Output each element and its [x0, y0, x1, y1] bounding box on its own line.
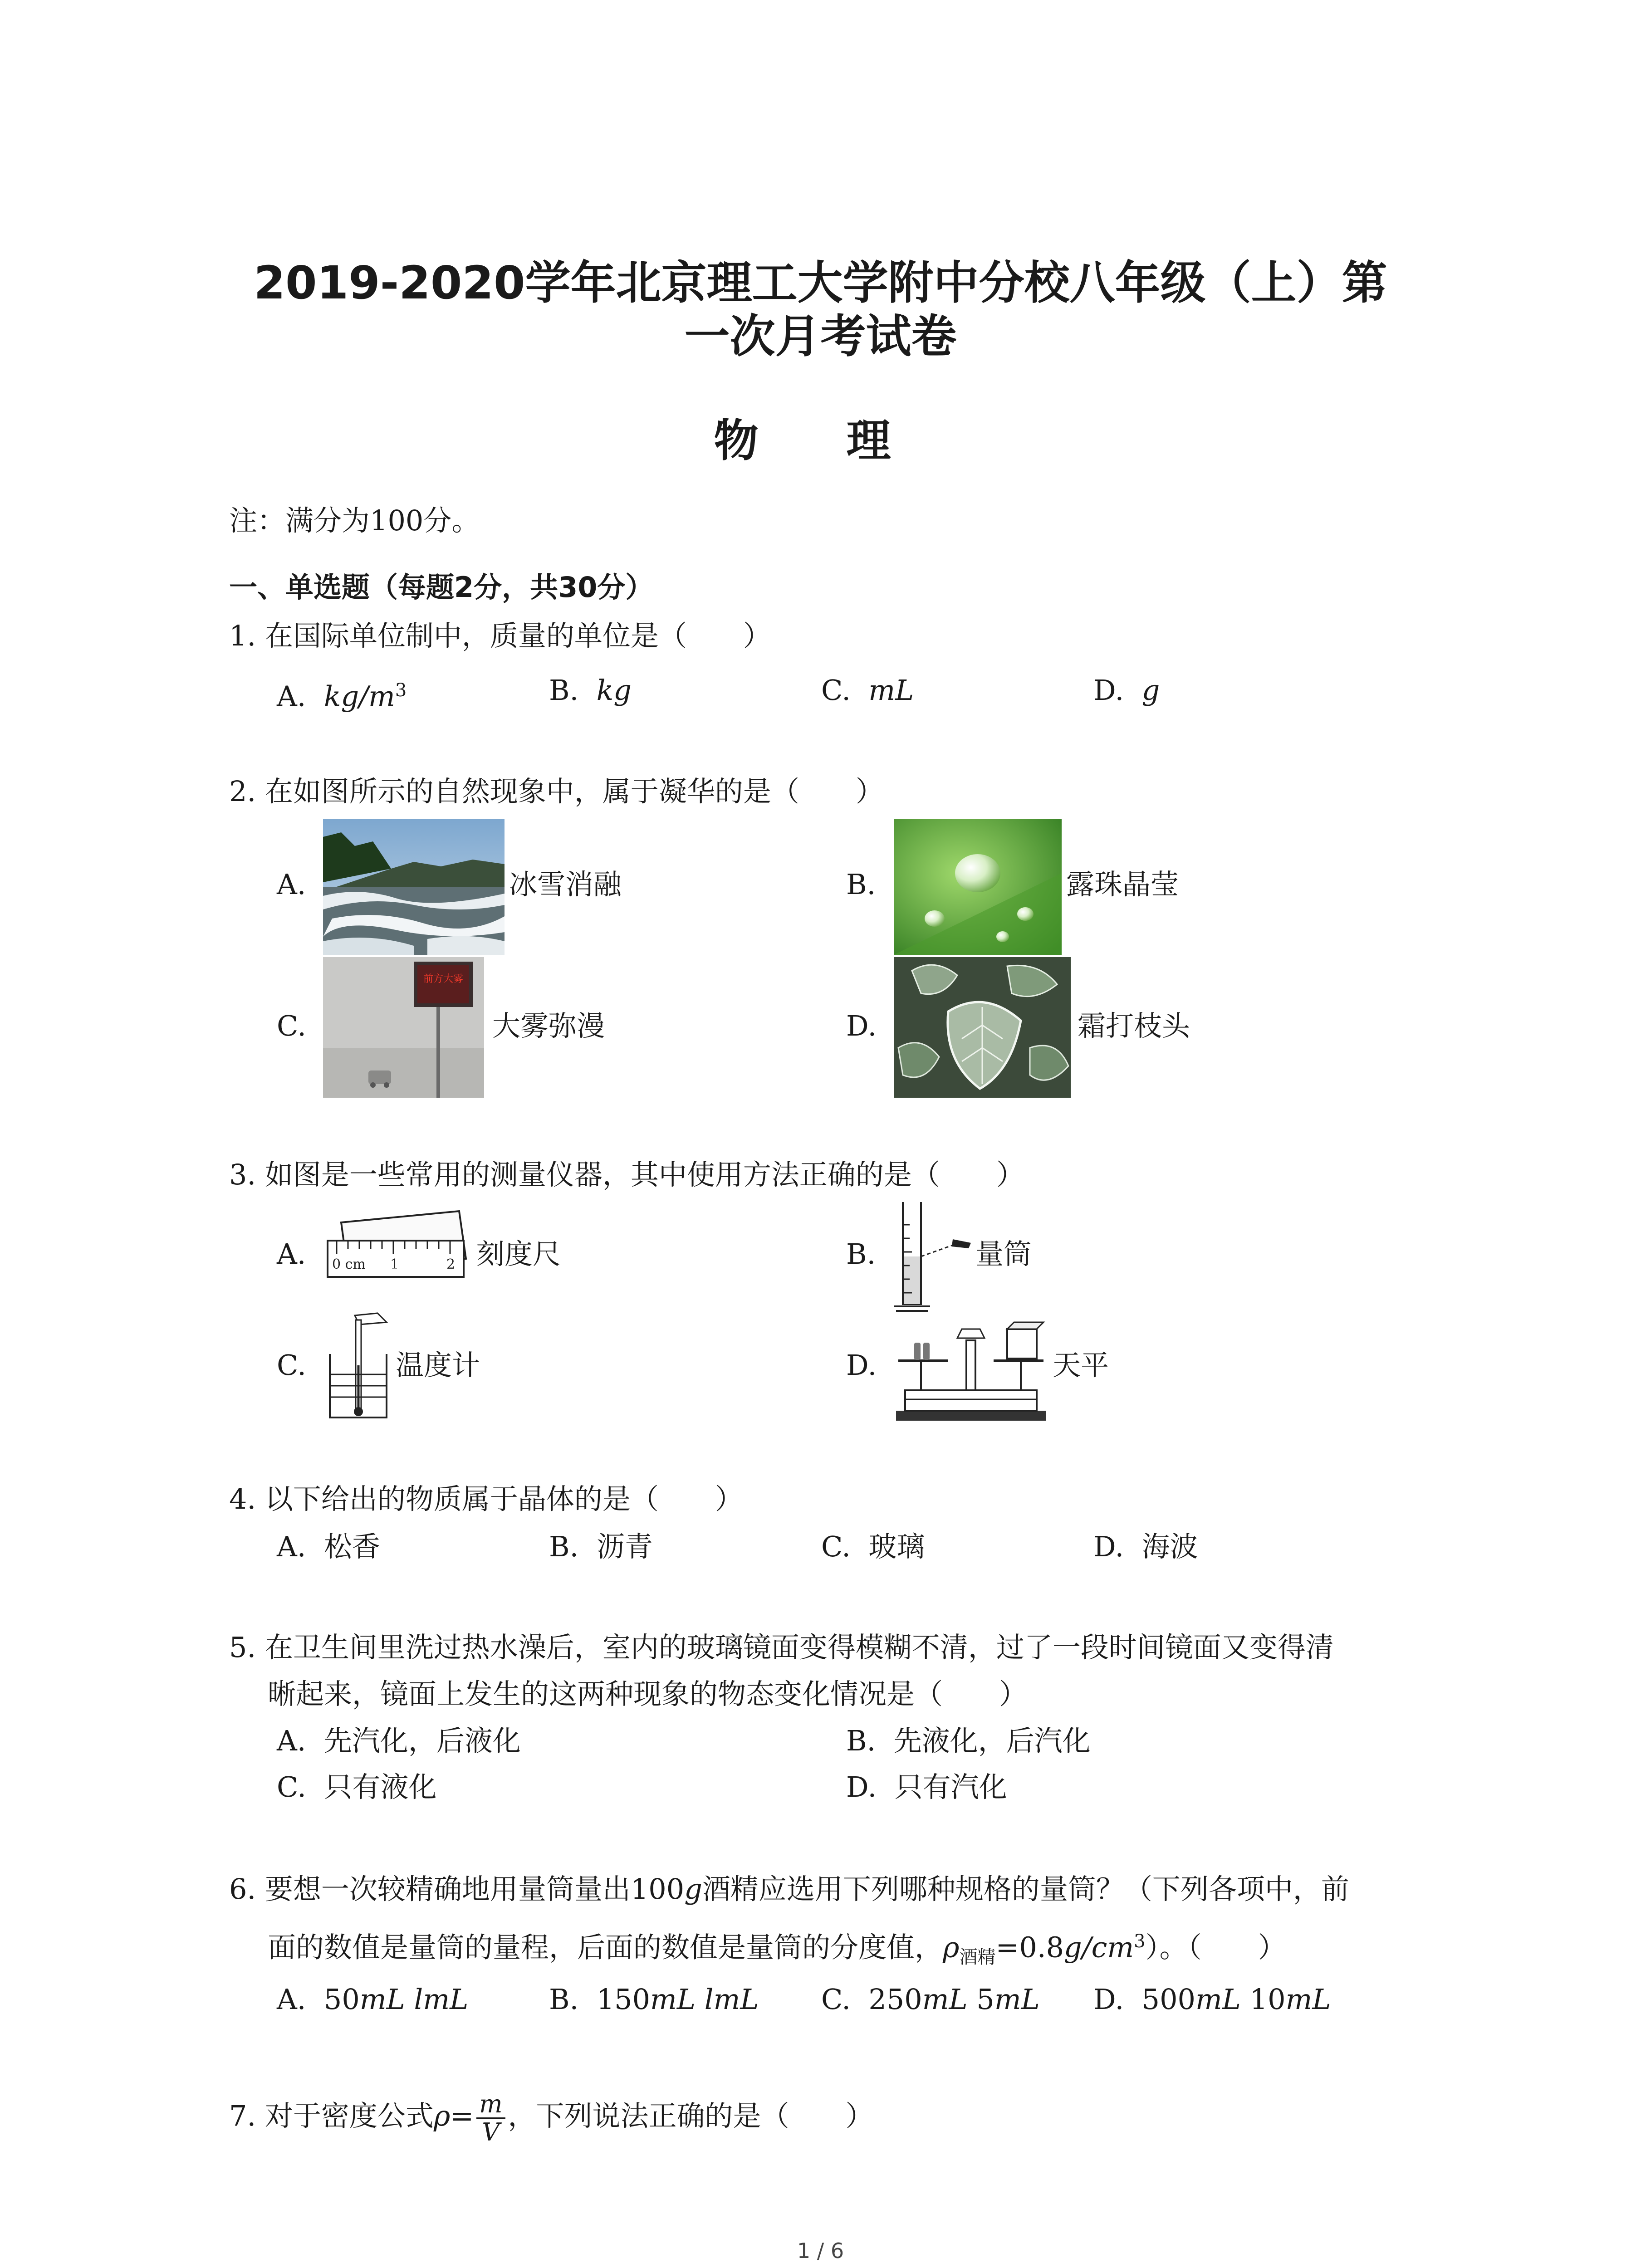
- ruler-tick-0: 0 cm: [332, 1256, 366, 1272]
- ruler-diagram: [323, 1209, 473, 1290]
- thermometer-beaker-diagram: [323, 1311, 396, 1420]
- ruler-tick-2: 2: [446, 1256, 456, 1272]
- subject-title: 物 理: [714, 415, 927, 467]
- q2-option-b-label: B.: [846, 868, 876, 901]
- q1-option-d: D. g: [1093, 674, 1160, 707]
- question-5-stem-line2: 晰起来，镜面上发生的这两种现象的物态变化情况是（ ）: [268, 1677, 1028, 1711]
- q6-option-c: C. 250mL 5mL: [821, 1983, 1040, 2016]
- question-7-stem: 7. 对于密度公式ρ= $\frac{m}{V}$ ，下列说法正确的是（ ）: [229, 2089, 874, 2146]
- q4-option-b: B. 沥青: [549, 1530, 653, 1563]
- q1-option-b: B. kg: [549, 674, 632, 707]
- q2-option-a-label: A.: [277, 868, 306, 901]
- question-6-stem-line2: 面的数值是量筒的量程，后面的数值是量筒的分度值，$\rho_{酒精}=0.8g/cm^3$）。（ ）: [268, 1931, 1286, 1968]
- q2-option-a-text: 冰雪消融: [509, 868, 622, 901]
- q3-option-d-label: D.: [846, 1349, 877, 1382]
- page-number: 1 / 6: [797, 2239, 844, 2263]
- ruler-tick-1: 1: [390, 1256, 399, 1272]
- q2-option-d-text: 霜打枝头: [1078, 1009, 1190, 1042]
- q3-option-d-text: 天平: [1053, 1349, 1109, 1382]
- score-note: 注：满分为100分。: [229, 504, 480, 537]
- q4-option-a: A. 松香: [277, 1530, 380, 1563]
- q4-option-c: C. 玻璃: [821, 1530, 925, 1563]
- q6-option-a: A. 50mL lmL: [277, 1983, 469, 2016]
- balance-scale-diagram: [894, 1318, 1048, 1422]
- q5-option-c: C. 只有液化: [277, 1770, 437, 1804]
- q5-option-a: A. 先汽化，后液化: [277, 1724, 521, 1757]
- q3-option-a-text: 刻度尺: [476, 1237, 561, 1271]
- q4-option-d: D. 海波: [1093, 1530, 1198, 1563]
- q2-option-c-label: C.: [277, 1009, 306, 1042]
- question-6-stem-line1: 6. 要想一次较精确地用量筒量出100g酒精应选用下列哪种规格的量筒？（下列各项中，前: [229, 1872, 1349, 1906]
- q1-option-c: C. mL: [821, 674, 914, 707]
- q6-option-d: D. 500mL 10mL: [1093, 1983, 1331, 2016]
- q3-option-b-label: B.: [846, 1237, 876, 1271]
- q5-option-d: D. 只有汽化: [846, 1770, 1007, 1804]
- dewdrop-leaf-photo: [894, 819, 1062, 955]
- frost-leaves-photo: [894, 957, 1071, 1098]
- density-fraction: $\frac{m}{V}$: [476, 2091, 505, 2146]
- question-2-stem: 2. 在如图所示的自然现象中，属于凝华的是（ ）: [229, 775, 884, 808]
- q2-option-c-text: 大雾弥漫: [492, 1009, 605, 1042]
- exam-title-line2: 一次月考试卷: [684, 310, 957, 363]
- q3-option-c-label: C.: [277, 1349, 306, 1382]
- q3-option-b-text: 量筒: [975, 1237, 1032, 1271]
- q2-option-d-label: D.: [846, 1009, 877, 1042]
- question-5-stem-line1: 5. 在卫生间里洗过热水澡后，室内的玻璃镜面变得模糊不清，过了一段时间镜面又变得清: [229, 1631, 1334, 1664]
- q2-option-b-text: 露珠晶莹: [1066, 868, 1179, 901]
- melting-snow-photo: [323, 819, 505, 955]
- q3-option-a-label: A.: [277, 1237, 306, 1271]
- fog-sign-text: 前方大雾: [423, 973, 464, 985]
- fog-road-photo: [323, 957, 484, 1098]
- question-1-stem: 1. 在国际单位制中，质量的单位是（ ）: [229, 619, 771, 652]
- exam-title-line1: 2019-2020学年北京理工大学附中分校八年级（上）第: [254, 256, 1387, 309]
- q6-option-b: B. 150mL lmL: [549, 1983, 759, 2016]
- q5-option-b: B. 先液化，后汽化: [846, 1724, 1091, 1757]
- graduated-cylinder-diagram: [894, 1198, 985, 1315]
- question-4-stem: 4. 以下给出的物质属于晶体的是（ ）: [229, 1482, 743, 1515]
- section-heading-single-choice: 一、单选题（每题2分，共30分）: [229, 571, 654, 604]
- q3-option-c-text: 温度计: [396, 1349, 480, 1382]
- q1-option-a: A. $kg/m^3$: [277, 679, 407, 713]
- question-3-stem: 3. 如图是一些常用的测量仪器，其中使用方法正确的是（ ）: [229, 1158, 1024, 1191]
